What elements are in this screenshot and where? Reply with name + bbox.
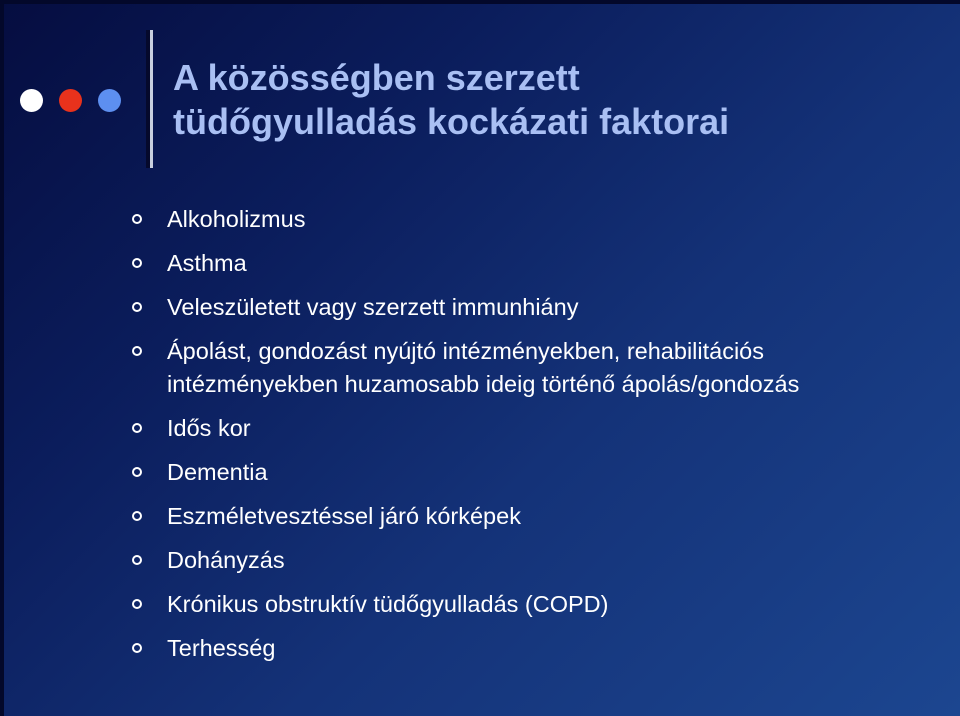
list-item-text: Idős kor [167,415,251,441]
list-item [132,500,932,533]
slide-frame-left [0,0,4,716]
hollow-circle-bullet-icon [132,346,142,356]
list-item [132,544,932,577]
list-item [132,456,932,489]
list-item-text: Asthma [167,250,247,276]
hollow-circle-bullet-icon [132,302,142,312]
hollow-circle-bullet-icon [132,643,142,653]
list-item-text: Krónikus obstruktív tüdőgyulladás (COPD) [167,591,609,617]
blue-dot-icon [98,89,121,112]
list-item [132,203,932,236]
title-divider-light [150,30,153,168]
hollow-circle-bullet-icon [132,511,142,521]
decorative-dots [20,88,137,112]
white-dot-icon [20,89,43,112]
list-item-text: Alkoholizmus [167,206,306,232]
hollow-circle-bullet-icon [132,555,142,565]
list-item-text: Veleszületett vagy szerzett immunhiány [167,294,579,320]
list-item [132,291,932,324]
risk-factor-list [132,203,932,676]
hollow-circle-bullet-icon [132,258,142,268]
list-item-text: Dohányzás [167,547,285,573]
hollow-circle-bullet-icon [132,214,142,224]
list-item [132,632,932,665]
list-item-text: Dementia [167,459,268,485]
slide-title [173,56,913,144]
list-item [132,588,932,621]
hollow-circle-bullet-icon [132,599,142,609]
list-item-text: Eszméletvesztéssel járó kórképek [167,503,521,529]
slide-title-line-2: tüdőgyulladás kockázati faktorai [173,101,730,142]
hollow-circle-bullet-icon [132,467,142,477]
list-item [132,247,932,280]
list-item [132,412,932,445]
slide-frame-top [0,0,960,4]
hollow-circle-bullet-icon [132,423,142,433]
red-dot-icon [59,89,82,112]
list-item-text: Terhesség [167,635,276,661]
list-item-text: Ápolást, gondozást nyújtó intézményekben, rehabilitációs intézményekben huzamosabb ideig történő ápolás/gondozás [167,338,800,397]
slide-title-line-1: A közösségben szerzett [173,57,580,98]
list-item [132,335,932,401]
